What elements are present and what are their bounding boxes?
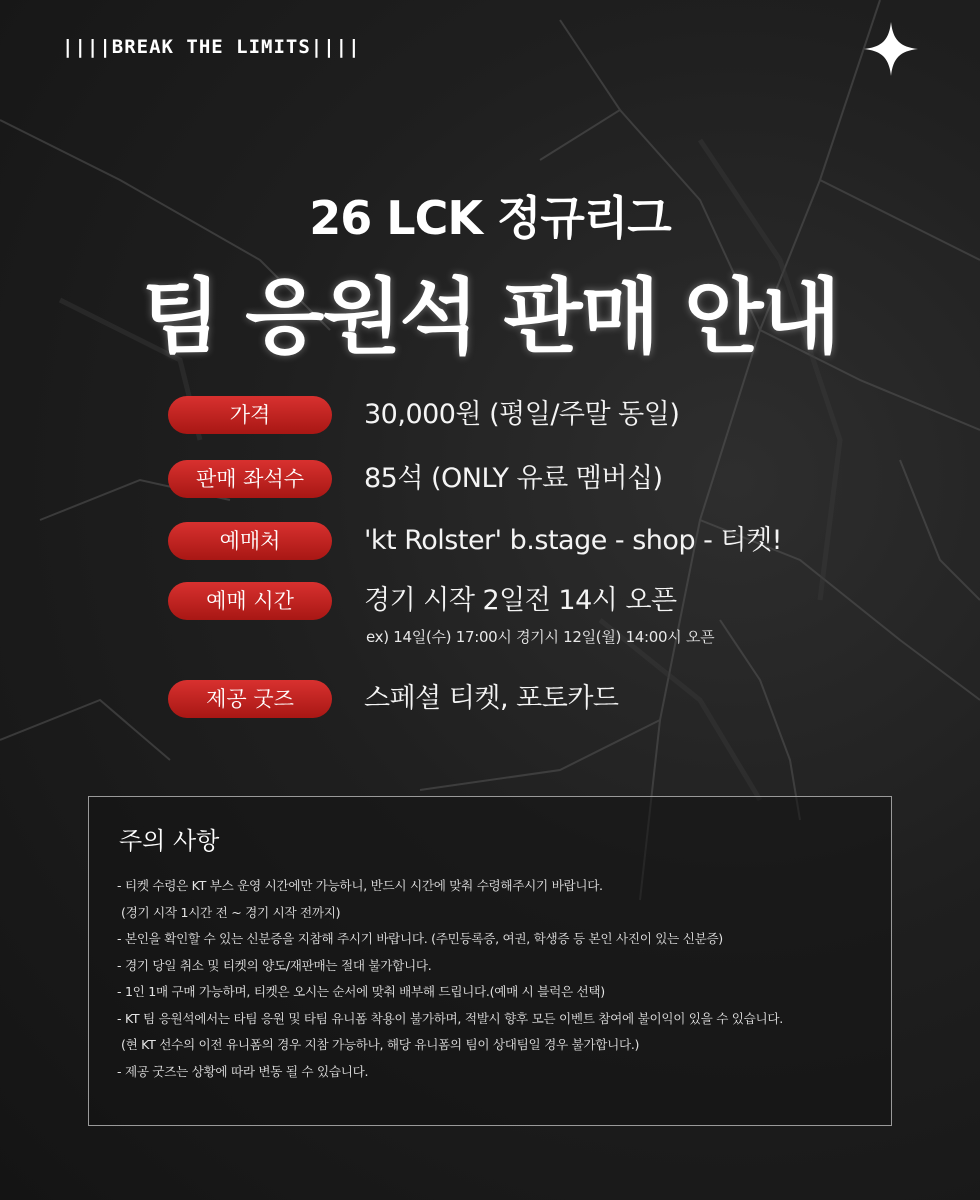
notice-line: - 1인 1매 구매 가능하며, 티켓은 오시는 순서에 맞춰 배부해 드립니다.(예매 시 블럭은 선택) <box>117 984 605 999</box>
vendor-value: 'kt Rolster' b.stage - shop - 티켓! <box>364 525 782 556</box>
notice-list <box>117 877 877 1089</box>
notice-line: (현 KT 선수의 이전 유니폼의 경우 지참 가능하나, 해당 유니폼의 팀이 상대팀일 경우 불가합니다.) <box>121 1037 640 1052</box>
price-value: 30,000원 (평일/주말 동일) <box>364 399 680 430</box>
notice-line: - 경기 당일 취소 및 티켓의 양도/재판매는 절대 불가합니다. <box>117 957 432 973</box>
seats-label-pill: 판매 좌석수 <box>168 460 332 498</box>
price-label-pill: 가격 <box>168 396 332 434</box>
brand-logo-text: ||||BREAK THE LIMITS|||| <box>62 36 361 58</box>
goods-label-pill: 제공 굿즈 <box>168 680 332 718</box>
notice-line: - KT 팀 응원석에서는 타팀 응원 및 타팀 유니폼 착용이 불가하며, 적발시 향후 모든 이벤트 참여에 불이익이 있을 수 있습니다. <box>117 1010 783 1026</box>
notice-title: 주의 사항 <box>119 827 220 855</box>
seats-value: 85석 (ONLY 유료 멤버십) <box>364 463 663 494</box>
sparkle-icon <box>862 20 920 78</box>
goods-value: 스페셜 티켓, 포토카드 <box>364 683 619 714</box>
subtitle: 26 LCK 정규리그 <box>309 191 671 245</box>
time-example-note: ex) 14일(수) 17:00시 경기시 12일(월) 14:00시 오픈 <box>366 628 715 646</box>
notice-box <box>88 796 892 1126</box>
vendor-label-pill: 예매처 <box>168 522 332 560</box>
time-label-pill: 예매 시간 <box>168 582 332 620</box>
notice-line: (경기 시작 1시간 전 ~ 경기 시작 전까지) <box>121 904 341 920</box>
page-title: 팀 응원석 판매 안내 <box>141 270 839 365</box>
notice-line: - 티켓 수령은 KT 부스 운영 시간에만 가능하니, 반드시 시간에 맞춰 수령해주시기 바랍니다. <box>117 878 603 893</box>
notice-line: - 제공 굿즈는 상황에 따라 변동 될 수 있습니다. <box>117 1063 369 1079</box>
time-value: 경기 시작 2일전 14시 오픈 <box>364 585 677 616</box>
notice-line: - 본인을 확인할 수 있는 신분증을 지참해 주시기 바랍니다. (주민등록증, 여권, 학생증 등 본인 사진이 있는 신분증) <box>117 931 723 946</box>
